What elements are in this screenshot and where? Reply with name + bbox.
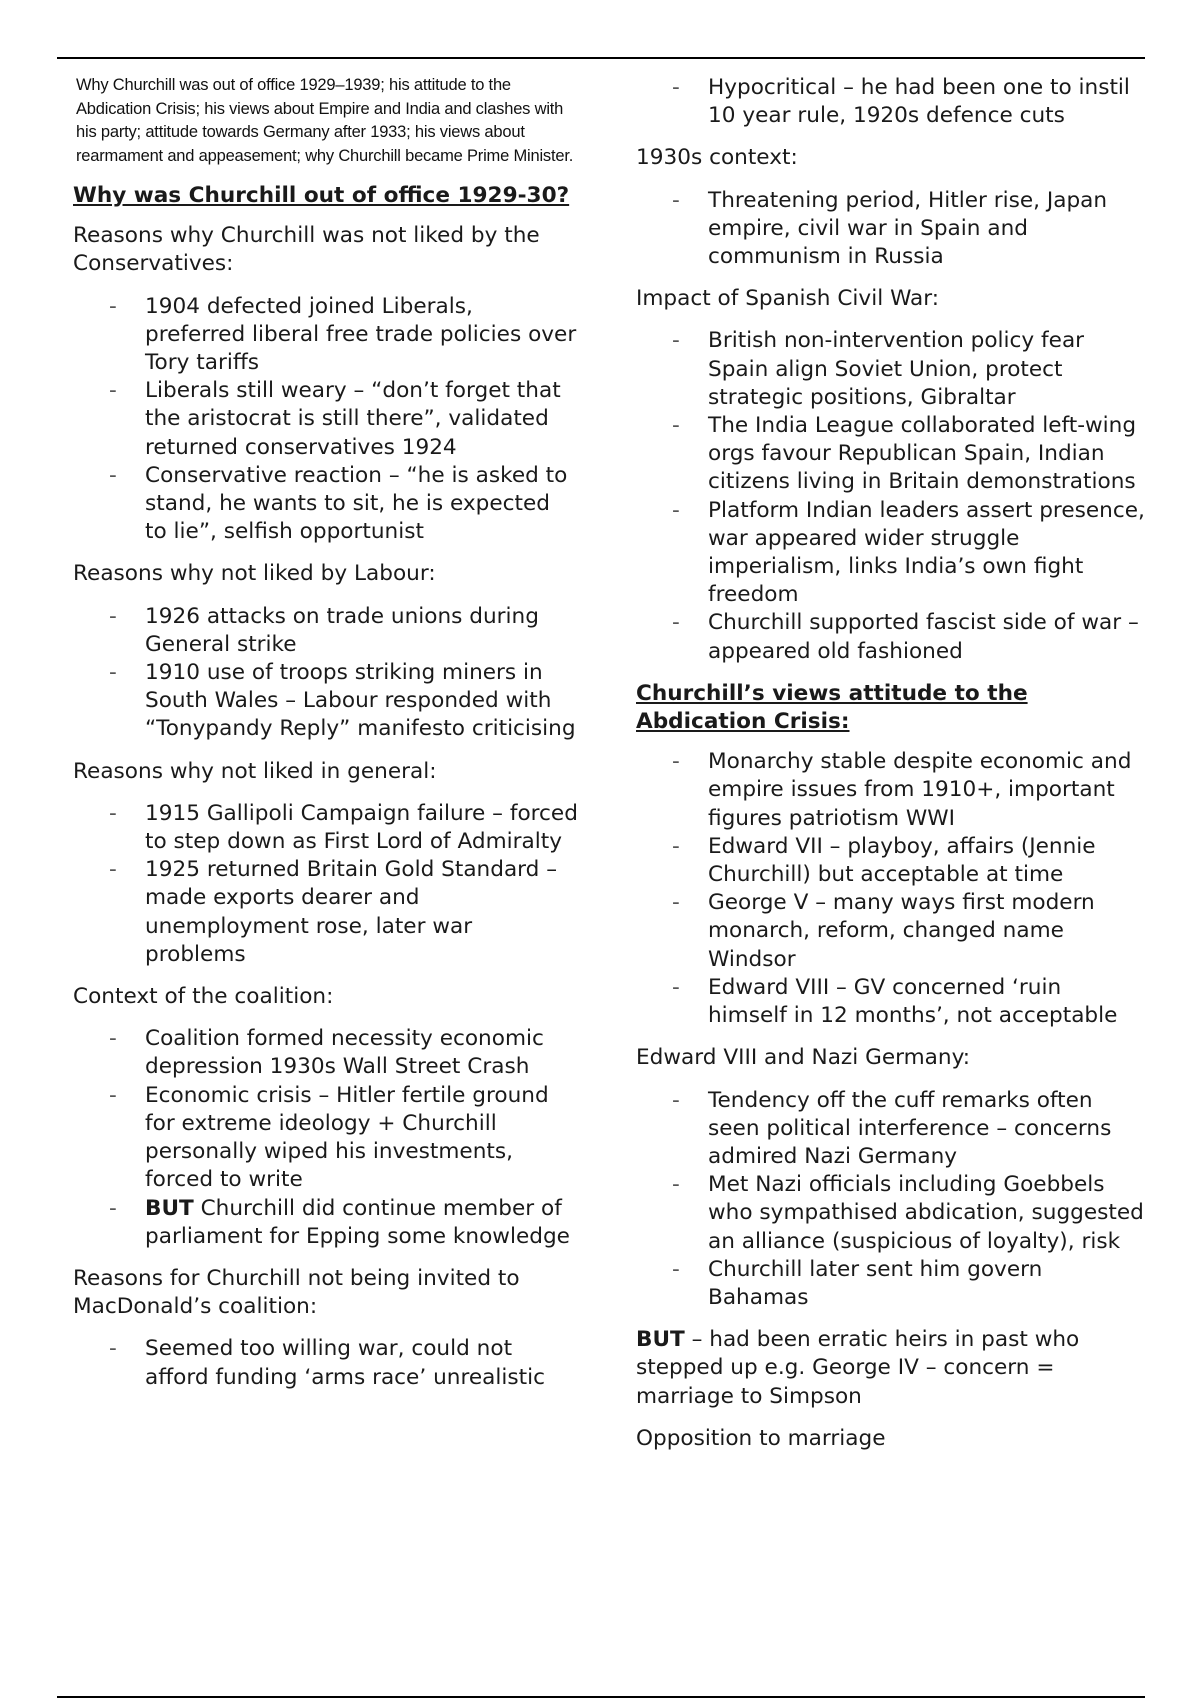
bullet-list xyxy=(73,1025,578,1251)
list-item: - Monarchy stable despite economic and empire issues from 1910+, important figures patriotism WWI xyxy=(708,748,1146,833)
specification-text: Why Churchill was out of office 1929–1939; his attitude to the Abdication Crisis; his views about Empire and India and clashes with his party; attitude towards Germany after 1933; his views about rearmament and appeasement; why Churchill became Prime Minister. xyxy=(76,76,574,165)
section-heading-abdication: Churchill’s views attitude to the Abdication Crisis: xyxy=(636,680,1028,735)
bullet-list xyxy=(73,800,578,969)
list-item: - Edward VII – playboy, affairs (Jennie Churchill) but acceptable at time xyxy=(708,833,1146,889)
right-column xyxy=(636,74,1146,1467)
list-item: - Platform Indian leaders assert presence, war appeared wider struggle imperialism, links India’s own fight freedom xyxy=(708,497,1146,610)
list-item: - The India League collaborated left-wing orgs favour Republican Spain, Indian citizens living in Britain demonstrations xyxy=(708,412,1146,497)
section-heading-out-of-office: Why was Churchill out of office 1929-30? xyxy=(73,183,570,208)
paragraph-text: – had been erratic heirs in past who stepped up e.g. George IV – concern = marriage to Simpson xyxy=(636,1327,1080,1409)
list-item: - Tendency off the cuff remarks often seen political interference – concerns admired Nazi Germany xyxy=(708,1087,1146,1172)
list-item: - 1904 defected joined Liberals, preferred liberal free trade policies over Tory tariffs xyxy=(145,293,578,378)
top-rule xyxy=(57,57,1145,59)
subheading: Context of the coalition: xyxy=(73,984,334,1010)
bullet-list xyxy=(636,187,1146,272)
subheading: Edward VIII and Nazi Germany: xyxy=(636,1045,971,1071)
left-column xyxy=(73,74,578,1406)
list-item: - 1925 returned Britain Gold Standard – made exports dearer and unemployment rose, later war problems xyxy=(145,856,578,969)
list-item: - Met Nazi officials including Goebbels who sympathised abdication, suggested an alliance (suspicious of loyalty), risk xyxy=(708,1171,1146,1256)
list-item: - Churchill supported fascist side of war – appeared old fashioned xyxy=(708,609,1146,665)
list-item: - Conservative reaction – “he is asked to stand, he wants to sit, he is expected to lie”, selfish opportunist xyxy=(145,462,578,547)
list-item: - Coalition formed necessity economic depression 1930s Wall Street Crash xyxy=(145,1025,578,1081)
subheading: 1930s context: xyxy=(636,145,798,171)
bullet-list xyxy=(636,327,1146,665)
bold-but: BUT xyxy=(145,1195,194,1221)
list-item: - Hypocritical – he had been one to instil 10 year rule, 1920s defence cuts xyxy=(708,74,1146,130)
subheading: Reasons for Churchill not being invited to MacDonald’s coalition: xyxy=(73,1265,520,1320)
list-item: - George V – many ways first modern monarch, reform, changed name Windsor xyxy=(708,889,1146,974)
bold-but: BUT xyxy=(636,1327,685,1353)
list-item: - British non-intervention policy fear Spain align Soviet Union, protect strategic positions, Gibraltar xyxy=(708,327,1146,412)
list-item: - 1915 Gallipoli Campaign failure – forced to step down as First Lord of Admiralty xyxy=(145,800,578,856)
subheading: Reasons why Churchill was not liked by the Conservatives: xyxy=(73,223,540,277)
but-paragraph xyxy=(636,1326,1146,1411)
list-item: - Seemed too willing war, could not afford funding ‘arms race’ unrealistic xyxy=(145,1335,578,1391)
bullet-list xyxy=(636,74,1146,130)
list-item: - Churchill later sent him govern Bahamas xyxy=(708,1256,1146,1312)
bullet-list xyxy=(73,1335,578,1391)
list-item xyxy=(145,1195,578,1251)
list-item: - 1926 attacks on trade unions during General strike xyxy=(145,603,578,659)
bullet-list xyxy=(636,748,1146,1030)
paragraph: Opposition to marriage xyxy=(636,1425,886,1451)
list-item: - 1910 use of troops striking miners in South Wales – Labour responded with “Tonypandy Reply” manifesto criticising xyxy=(145,659,578,744)
list-item: - Threatening period, Hitler rise, Japan empire, civil war in Spain and communism in Russia xyxy=(708,187,1146,272)
subheading: Impact of Spanish Civil War: xyxy=(636,286,940,312)
bullet-list xyxy=(73,293,578,547)
subheading: Reasons why not liked in general: xyxy=(73,758,437,784)
list-item: - Liberals still weary – “don’t forget that the aristocrat is still there”, validated returned conservatives 1924 xyxy=(145,377,578,462)
subheading: Reasons why not liked by Labour: xyxy=(73,561,436,587)
bullet-list xyxy=(73,603,578,744)
bullet-list xyxy=(636,1087,1146,1313)
list-item: - Edward VIII – GV concerned ‘ruin himself in 12 months’, not acceptable xyxy=(708,974,1146,1030)
list-item-text: Churchill did continue member of parliament for Epping some knowledge xyxy=(145,1195,570,1249)
bottom-rule xyxy=(57,1696,1145,1698)
list-item: - Economic crisis – Hitler fertile ground for extreme ideology + Churchill personally wiped his investments, forced to write xyxy=(145,1082,578,1195)
